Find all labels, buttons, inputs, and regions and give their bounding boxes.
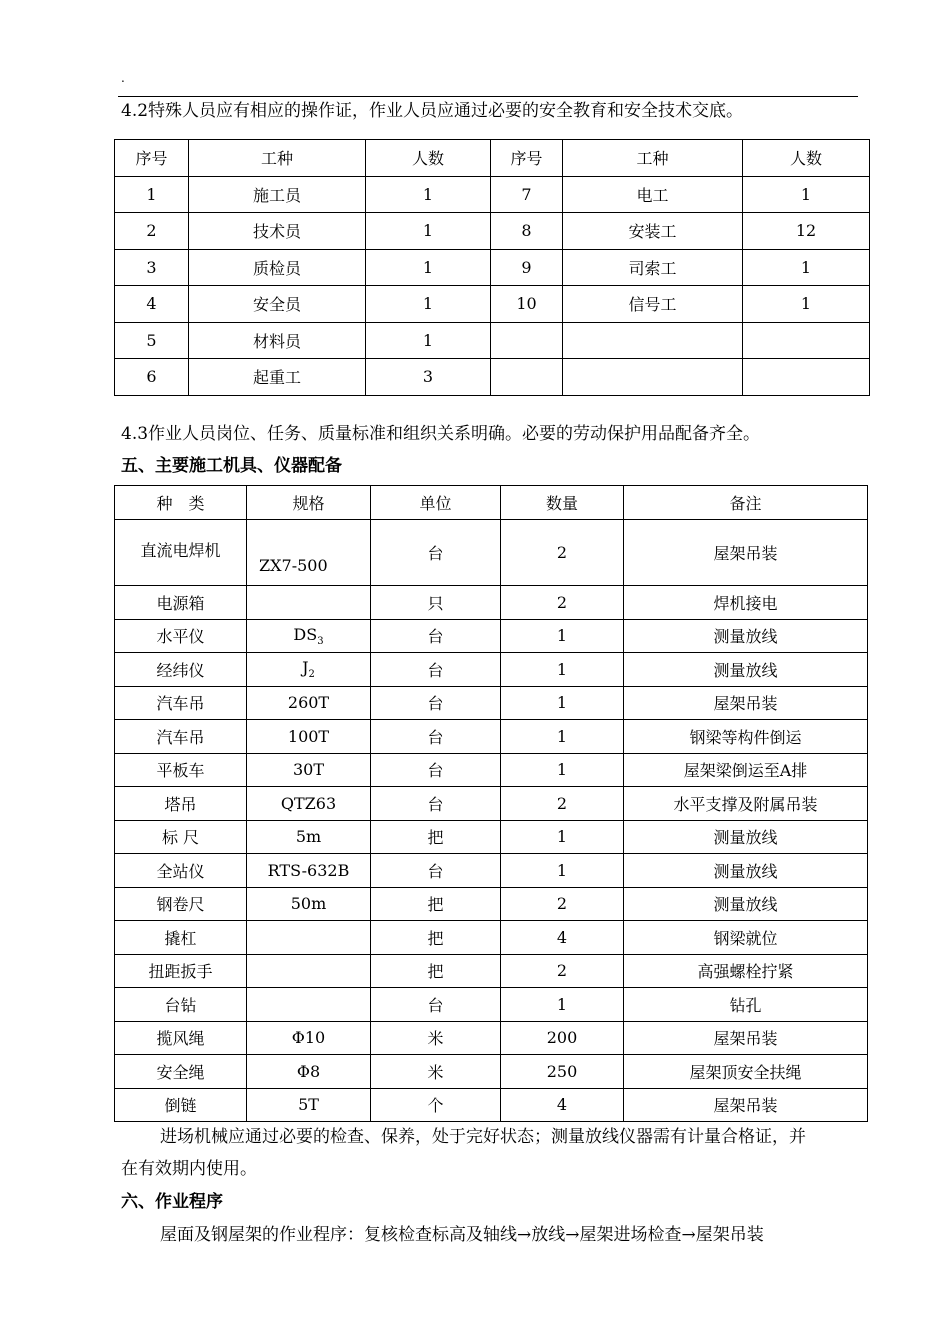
equipment-cell: 2 [501, 586, 624, 620]
equipment-cell: 台 [371, 520, 501, 586]
staff-cell: 3 [366, 359, 491, 396]
equipment-cell: 100T [247, 720, 371, 754]
equipment-cell: 汽车吊 [115, 686, 247, 720]
header-rule [118, 96, 858, 97]
equipment-row [115, 820, 868, 854]
staff-row [115, 359, 870, 396]
equipment-cell: 2 [501, 520, 624, 586]
paragraph-4-2: 4.2特殊人员应有相应的操作证，作业人员应通过必要的安全教育和安全技术交底。 [121, 101, 744, 121]
staff-cell [743, 359, 870, 396]
equipment-cell: 塔吊 [115, 787, 247, 821]
equipment-cell: 台 [371, 686, 501, 720]
equipment-cell: 4 [501, 921, 624, 955]
equipment-cell: 把 [371, 921, 501, 955]
equipment-cell: 标 尺 [115, 820, 247, 854]
equipment-cell: 撬杠 [115, 921, 247, 955]
equipment-cell: 汽车吊 [115, 720, 247, 754]
staff-cell: 1 [743, 249, 870, 286]
staff-row [115, 176, 870, 213]
equipment-cell: 只 [371, 586, 501, 620]
equipment-row [115, 787, 868, 821]
spec-subscript: 3 [317, 635, 324, 647]
equipment-cell [247, 988, 371, 1022]
section-5-title: 五、主要施工机具、仪器配备 [121, 456, 342, 476]
staff-cell: 信号工 [563, 286, 743, 323]
equipment-cell: 种 类 [115, 486, 247, 520]
equipment-cell: 平板车 [115, 753, 247, 787]
equipment-row [115, 954, 868, 988]
equipment-row [115, 619, 868, 653]
equipment-cell: 屋架吊装 [624, 686, 868, 720]
equipment-cell: 屋架吊装 [624, 1088, 868, 1122]
equipment-cell: 2 [501, 954, 624, 988]
equipment-cell: 1 [501, 653, 624, 687]
equipment-cell: 钢卷尺 [115, 887, 247, 921]
equipment-cell: 260T [247, 686, 371, 720]
equipment-cell: 5m [247, 820, 371, 854]
staff-cell: 人数 [366, 140, 491, 177]
equipment-cell: 焊机接电 [624, 586, 868, 620]
equipment-cell: 屋架吊装 [624, 520, 868, 586]
staff-cell: 工种 [189, 140, 366, 177]
equipment-cell: 测量放线 [624, 820, 868, 854]
equipment-cell: 高强螺栓拧紧 [624, 954, 868, 988]
staff-row [115, 213, 870, 250]
equipment-row [115, 1088, 868, 1122]
staff-cell: 人数 [743, 140, 870, 177]
staff-cell: 1 [366, 286, 491, 323]
equipment-cell: 1 [501, 820, 624, 854]
equipment-cell: 把 [371, 887, 501, 921]
equipment-cell: 1 [501, 686, 624, 720]
equipment-row [115, 686, 868, 720]
equipment-cell: 扭距扳手 [115, 954, 247, 988]
staff-cell: 7 [491, 176, 563, 213]
staff-cell: 5 [115, 322, 189, 359]
equipment-cell: $J_2$ [247, 653, 371, 687]
equipment-cell: 1 [501, 854, 624, 888]
equipment-cell: QTZ63 [247, 787, 371, 821]
equipment-row [115, 887, 868, 921]
equipment-cell: 全站仪 [115, 854, 247, 888]
equipment-cell: 测量放线 [624, 619, 868, 653]
equipment-cell: 个 [371, 1088, 501, 1122]
staff-cell [491, 359, 563, 396]
equipment-cell: 台 [371, 720, 501, 754]
equipment-cell: 经纬仪 [115, 653, 247, 687]
equipment-cell: 250 [501, 1055, 624, 1089]
equipment-cell: 屋架梁倒运至A排 [624, 753, 868, 787]
staff-cell: 2 [115, 213, 189, 250]
equipment-cell: 测量放线 [624, 887, 868, 921]
staff-cell: 技术员 [189, 213, 366, 250]
equipment-cell: 50m [247, 887, 371, 921]
staff-row [115, 249, 870, 286]
equipment-cell: 2 [501, 787, 624, 821]
equipment-cell: 5T [247, 1088, 371, 1122]
equipment-cell: 4 [501, 1088, 624, 1122]
equipment-row [115, 1055, 868, 1089]
equipment-cell: 1 [501, 988, 624, 1022]
equipment-cell: 钢梁等构件倒运 [624, 720, 868, 754]
equipment-cell: 1 [501, 753, 624, 787]
staff-cell: 9 [491, 249, 563, 286]
equipment-cell: 1 [501, 619, 624, 653]
staff-cell: 施工员 [189, 176, 366, 213]
equipment-cell [247, 921, 371, 955]
equipment-cell: 屋架吊装 [624, 1021, 868, 1055]
equipment-cell: 2 [501, 887, 624, 921]
note-line-1: 进场机械应通过必要的检查、保养，处于完好状态；测量放线仪器需有计量合格证，并 [160, 1127, 806, 1147]
equipment-cell: 钻孔 [624, 988, 868, 1022]
spec-subscript: 2 [308, 669, 315, 681]
equipment-cell: Φ10 [247, 1021, 371, 1055]
equipment-cell: 数量 [501, 486, 624, 520]
equipment-cell: 台钻 [115, 988, 247, 1022]
staff-cell: 1 [743, 176, 870, 213]
equipment-cell: 台 [371, 787, 501, 821]
staff-cell: 6 [115, 359, 189, 396]
equipment-cell: 台 [371, 619, 501, 653]
note-line-2: 在有效期内使用。 [121, 1159, 257, 1179]
staff-cell: 1 [366, 249, 491, 286]
equipment-cell: 台 [371, 988, 501, 1022]
equipment-cell: 把 [371, 820, 501, 854]
equipment-cell: 30T [247, 753, 371, 787]
equipment-cell: 揽风绳 [115, 1021, 247, 1055]
equipment-cell: $DS_3$ [247, 619, 371, 653]
equipment-row [115, 753, 868, 787]
staff-cell: 序号 [491, 140, 563, 177]
header-mark: . [121, 71, 125, 85]
staff-cell [743, 322, 870, 359]
equipment-cell: 把 [371, 954, 501, 988]
staff-cell [491, 322, 563, 359]
staff-cell: 1 [366, 322, 491, 359]
equipment-table [114, 485, 868, 1122]
equipment-cell: 水平仪 [115, 619, 247, 653]
staff-cell: 序号 [115, 140, 189, 177]
staff-cell: 工种 [563, 140, 743, 177]
equipment-cell [247, 954, 371, 988]
equipment-row [115, 988, 868, 1022]
staff-row [115, 322, 870, 359]
staff-cell: 安装工 [563, 213, 743, 250]
staff-cell: 1 [366, 213, 491, 250]
equipment-cell: ZX7-500 [247, 520, 371, 586]
equipment-cell: 备注 [624, 486, 868, 520]
equipment-cell: 米 [371, 1055, 501, 1089]
equipment-row [115, 586, 868, 620]
staff-cell: 10 [491, 286, 563, 323]
staff-row [115, 286, 870, 323]
paragraph-4-3: 4.3作业人员岗位、任务、质量标准和组织关系明确。必要的劳动保护用品配备齐全。 [121, 424, 761, 444]
staff-cell: 司索工 [563, 249, 743, 286]
equipment-cell: 米 [371, 1021, 501, 1055]
equipment-cell: 200 [501, 1021, 624, 1055]
staff-cell: 8 [491, 213, 563, 250]
staff-cell: 4 [115, 286, 189, 323]
equipment-cell: 测量放线 [624, 854, 868, 888]
equipment-cell [247, 586, 371, 620]
equipment-row [115, 921, 868, 955]
equipment-cell: 台 [371, 653, 501, 687]
equipment-cell: 直流电焊机 [115, 520, 247, 586]
equipment-cell: 测量放线 [624, 653, 868, 687]
staff-cell: 电工 [563, 176, 743, 213]
staff-cell [563, 322, 743, 359]
section-6-title: 六、作业程序 [121, 1192, 223, 1212]
staff-header-row [115, 140, 870, 177]
staff-table [114, 139, 870, 396]
staff-cell: 安全员 [189, 286, 366, 323]
equipment-cell: 台 [371, 854, 501, 888]
equipment-cell: 屋架顶安全扶绳 [624, 1055, 868, 1089]
equipment-cell: 1 [501, 720, 624, 754]
staff-cell: 起重工 [189, 359, 366, 396]
equipment-row [115, 1021, 868, 1055]
equipment-cell: 电源箱 [115, 586, 247, 620]
equipment-cell: 钢梁就位 [624, 921, 868, 955]
equipment-cell: Φ8 [247, 1055, 371, 1089]
equipment-cell: RTS-632B [247, 854, 371, 888]
staff-cell: 3 [115, 249, 189, 286]
equipment-row [115, 854, 868, 888]
staff-cell: 1 [743, 286, 870, 323]
equipment-row [115, 520, 868, 586]
equipment-cell: 倒链 [115, 1088, 247, 1122]
equipment-row [115, 720, 868, 754]
equipment-cell: 水平支撑及附属吊装 [624, 787, 868, 821]
staff-cell [563, 359, 743, 396]
staff-cell: 1 [366, 176, 491, 213]
paragraph-6: 屋面及钢屋架的作业程序：复核检查标高及轴线→放线→屋架进场检查→屋架吊装 [160, 1225, 764, 1245]
staff-cell: 质检员 [189, 249, 366, 286]
equipment-header-row [115, 486, 868, 520]
equipment-cell: 单位 [371, 486, 501, 520]
staff-cell: 材料员 [189, 322, 366, 359]
staff-cell: 1 [115, 176, 189, 213]
equipment-row [115, 653, 868, 687]
equipment-cell: 台 [371, 753, 501, 787]
staff-cell: 12 [743, 213, 870, 250]
equipment-cell: 安全绳 [115, 1055, 247, 1089]
equipment-cell: 规格 [247, 486, 371, 520]
